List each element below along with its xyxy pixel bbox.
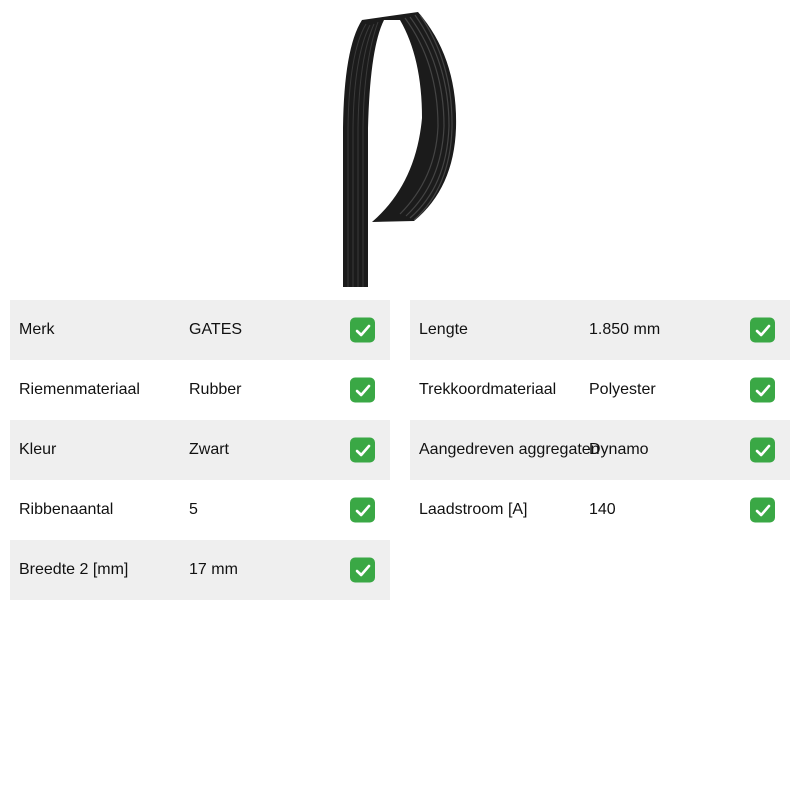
check-icon	[750, 378, 775, 403]
spec-label: Riemenmateriaal	[19, 381, 140, 398]
spec-label: Trekkoordmateriaal	[419, 381, 557, 398]
spec-value: Polyester	[589, 381, 656, 398]
check-icon	[750, 318, 775, 343]
specs-table-left	[10, 300, 390, 600]
spec-row	[10, 300, 390, 360]
check-icon	[350, 498, 375, 523]
specs-table-right	[410, 300, 790, 540]
product-image	[330, 8, 470, 288]
spec-value: GATES	[189, 321, 243, 338]
spec-label: Merk	[19, 321, 55, 338]
check-icon	[350, 378, 375, 403]
check-icon	[350, 558, 375, 583]
check-icon	[350, 438, 375, 463]
spec-label: Aangedreven aggregaten	[419, 441, 600, 458]
spec-row	[410, 480, 790, 540]
spec-label: Breedte 2 [mm]	[19, 561, 129, 578]
ribbed-v-belt-icon	[330, 8, 470, 288]
spec-row	[10, 420, 390, 480]
spec-row	[410, 360, 790, 420]
spec-label: Ribbenaantal	[19, 501, 114, 518]
spec-label: Laadstroom [A]	[419, 501, 528, 518]
spec-row	[10, 480, 390, 540]
spec-value: Rubber	[189, 381, 242, 398]
spec-value: Dynamo	[589, 441, 649, 458]
check-icon	[750, 438, 775, 463]
check-icon	[750, 498, 775, 523]
spec-value: 17 mm	[189, 561, 238, 578]
spec-label: Kleur	[19, 441, 57, 458]
spec-value: 1.850 mm	[589, 321, 661, 338]
spec-row	[410, 420, 790, 480]
spec-label: Lengte	[419, 321, 468, 338]
spec-value: Zwart	[189, 441, 229, 458]
spec-value: 140	[589, 501, 616, 518]
spec-value: 5	[189, 501, 198, 518]
check-icon	[350, 318, 375, 343]
spec-row	[10, 360, 390, 420]
spec-row	[10, 540, 390, 600]
spec-row	[410, 300, 790, 360]
